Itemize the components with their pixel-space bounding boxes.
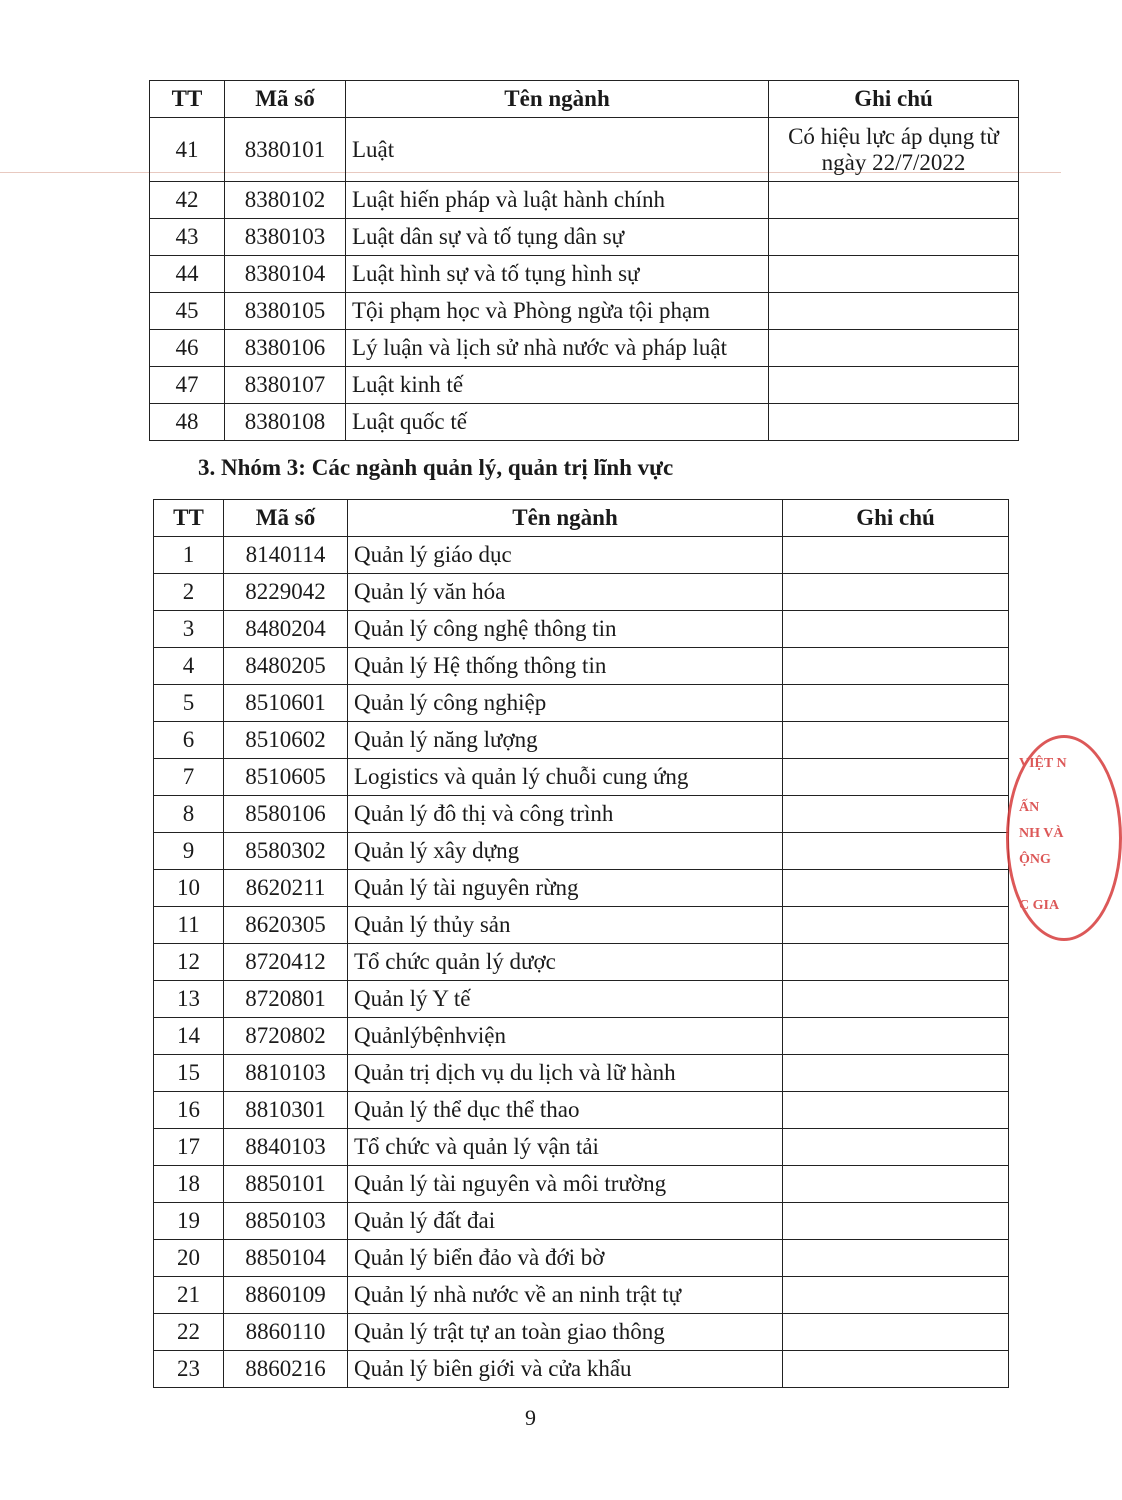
- table-row: [154, 759, 1009, 796]
- row-number: 19: [154, 1203, 224, 1240]
- row-note: [783, 944, 1009, 981]
- table-row: [154, 1203, 1009, 1240]
- row-number: 48: [150, 404, 225, 441]
- row-number: 2: [154, 574, 224, 611]
- row-note: [783, 759, 1009, 796]
- major-code: 8140114: [224, 537, 348, 574]
- row-number: 23: [154, 1351, 224, 1388]
- row-number: 42: [150, 182, 225, 219]
- table-row: [154, 1351, 1009, 1388]
- row-number: 14: [154, 1018, 224, 1055]
- table-row: [154, 685, 1009, 722]
- major-code: 8860110: [224, 1314, 348, 1351]
- table-row: [154, 1166, 1009, 1203]
- row-note: [783, 537, 1009, 574]
- major-code: 8580302: [224, 833, 348, 870]
- major-code: 8620305: [224, 907, 348, 944]
- table-row: [154, 611, 1009, 648]
- major-code: 8810103: [224, 1055, 348, 1092]
- major-name: Quản lý trật tự an toàn giao thông: [348, 1314, 783, 1351]
- row-number: 47: [150, 367, 225, 404]
- major-code: 8510602: [224, 722, 348, 759]
- major-name: Quản lý biên giới và cửa khẩu: [348, 1351, 783, 1388]
- major-name: Luật: [346, 118, 769, 182]
- header-tt: TT: [154, 500, 224, 537]
- row-note: [783, 1277, 1009, 1314]
- row-number: 18: [154, 1166, 224, 1203]
- row-number: 5: [154, 685, 224, 722]
- row-note: Có hiệu lực áp dụng từ ngày 22/7/2022: [769, 118, 1019, 182]
- major-code: 8380106: [225, 330, 346, 367]
- stamp-text: ỘNG: [1019, 852, 1051, 867]
- row-note: [783, 870, 1009, 907]
- table-row: [154, 870, 1009, 907]
- table-row: [154, 981, 1009, 1018]
- row-note: [783, 981, 1009, 1018]
- major-name: Quản lý xây dựng: [348, 833, 783, 870]
- major-name: Quản lý tài nguyên và môi trường: [348, 1166, 783, 1203]
- table-header-row: [154, 500, 1009, 537]
- major-code: 8380103: [225, 219, 346, 256]
- major-name: Luật kinh tế: [346, 367, 769, 404]
- major-name: Tổ chức và quản lý vận tải: [348, 1129, 783, 1166]
- row-number: 22: [154, 1314, 224, 1351]
- row-number: 7: [154, 759, 224, 796]
- table-row: [154, 833, 1009, 870]
- major-code: 8229042: [224, 574, 348, 611]
- official-red-stamp: [1006, 735, 1122, 941]
- row-number: 44: [150, 256, 225, 293]
- major-code: 8720801: [224, 981, 348, 1018]
- header-note: Ghi chú: [769, 81, 1019, 118]
- major-code: 8720412: [224, 944, 348, 981]
- major-name: Tội phạm học và Phòng ngừa tội phạm: [346, 293, 769, 330]
- table-row: [154, 574, 1009, 611]
- row-note: [769, 367, 1019, 404]
- stamp-text: NH VÀ: [1019, 826, 1064, 841]
- major-name: Quản lý năng lượng: [348, 722, 783, 759]
- table-row: [154, 722, 1009, 759]
- row-note: [783, 574, 1009, 611]
- header-name: Tên ngành: [348, 500, 783, 537]
- table-row: [154, 1314, 1009, 1351]
- stamp-text: C GIA: [1019, 898, 1060, 913]
- majors-table-group-3: [153, 499, 1009, 1388]
- row-number: 12: [154, 944, 224, 981]
- row-note: [783, 722, 1009, 759]
- row-note: [783, 1018, 1009, 1055]
- major-name: Quản lý Y tế: [348, 981, 783, 1018]
- row-number: 1: [154, 537, 224, 574]
- major-name: Quản lý thủy sản: [348, 907, 783, 944]
- table-row: [150, 256, 1019, 293]
- major-code: 8720802: [224, 1018, 348, 1055]
- row-number: 3: [154, 611, 224, 648]
- stamp-text: ẤN: [1019, 800, 1040, 815]
- row-number: 11: [154, 907, 224, 944]
- row-note: [769, 219, 1019, 256]
- major-code: 8860216: [224, 1351, 348, 1388]
- table-row: [150, 182, 1019, 219]
- major-code: 8860109: [224, 1277, 348, 1314]
- major-code: 8380104: [225, 256, 346, 293]
- row-number: 6: [154, 722, 224, 759]
- row-note: [769, 293, 1019, 330]
- table-row: [154, 1018, 1009, 1055]
- major-name: Quản lý nhà nước về an ninh trật tự: [348, 1277, 783, 1314]
- major-name: Luật hình sự và tố tụng hình sự: [346, 256, 769, 293]
- major-name: Quản lý văn hóa: [348, 574, 783, 611]
- table-row: [154, 648, 1009, 685]
- major-code: 8840103: [224, 1129, 348, 1166]
- row-number: 16: [154, 1092, 224, 1129]
- major-code: 8620211: [224, 870, 348, 907]
- major-name: Luật dân sự và tố tụng dân sự: [346, 219, 769, 256]
- major-name: Quản lý đô thị và công trình: [348, 796, 783, 833]
- major-name: Quản lý công nghiệp: [348, 685, 783, 722]
- row-number: 43: [150, 219, 225, 256]
- row-number: 17: [154, 1129, 224, 1166]
- row-number: 41: [150, 118, 225, 182]
- row-number: 9: [154, 833, 224, 870]
- header-name: Tên ngành: [346, 81, 769, 118]
- row-note: [783, 833, 1009, 870]
- row-note: [783, 1055, 1009, 1092]
- row-number: 20: [154, 1240, 224, 1277]
- row-note: [769, 404, 1019, 441]
- table-row: [150, 219, 1019, 256]
- table-row: [154, 1092, 1009, 1129]
- header-code: Mã số: [224, 500, 348, 537]
- row-number: 8: [154, 796, 224, 833]
- stamp-text: VIỆT N: [1019, 756, 1067, 771]
- table-row: [154, 1240, 1009, 1277]
- row-number: 46: [150, 330, 225, 367]
- table-row: [154, 1277, 1009, 1314]
- major-code: 8480204: [224, 611, 348, 648]
- row-note: [783, 1166, 1009, 1203]
- table-row: [154, 907, 1009, 944]
- major-code: 8810301: [224, 1092, 348, 1129]
- header-tt: TT: [150, 81, 225, 118]
- major-name: Quản lý công nghệ thông tin: [348, 611, 783, 648]
- table-row: [154, 944, 1009, 981]
- major-code: 8380108: [225, 404, 346, 441]
- major-code: 8380102: [225, 182, 346, 219]
- table-row: [154, 1129, 1009, 1166]
- table-row: [154, 537, 1009, 574]
- major-name: Lý luận và lịch sử nhà nước và pháp luật: [346, 330, 769, 367]
- major-code: 8380101: [225, 118, 346, 182]
- row-number: 10: [154, 870, 224, 907]
- row-note: [783, 1129, 1009, 1166]
- row-number: 45: [150, 293, 225, 330]
- row-note: [783, 1351, 1009, 1388]
- major-code: 8510605: [224, 759, 348, 796]
- table-row: [154, 1055, 1009, 1092]
- major-name: Quản lý Hệ thống thông tin: [348, 648, 783, 685]
- table-row: [150, 293, 1019, 330]
- section-heading: 3. Nhóm 3: Các ngành quản lý, quản trị lĩnh vực: [198, 455, 674, 480]
- major-code: 8850104: [224, 1240, 348, 1277]
- major-name: Tổ chức quản lý dược: [348, 944, 783, 981]
- major-name: Luật hiến pháp và luật hành chính: [346, 182, 769, 219]
- row-note: [783, 1203, 1009, 1240]
- major-code: 8850101: [224, 1166, 348, 1203]
- table-row: [150, 330, 1019, 367]
- major-code: 8850103: [224, 1203, 348, 1240]
- major-code: 8580106: [224, 796, 348, 833]
- major-code: 8380107: [225, 367, 346, 404]
- major-name: Luật quốc tế: [346, 404, 769, 441]
- major-code: 8510601: [224, 685, 348, 722]
- row-number: 4: [154, 648, 224, 685]
- majors-table-group-2: [149, 80, 1019, 441]
- row-note: [783, 796, 1009, 833]
- page-number: 9: [525, 1405, 536, 1430]
- row-note: [783, 1092, 1009, 1129]
- table-row: [150, 118, 1019, 182]
- major-name: Quản lý giáo dục: [348, 537, 783, 574]
- row-note: [783, 907, 1009, 944]
- major-code: 8380105: [225, 293, 346, 330]
- major-name: Quản lý tài nguyên rừng: [348, 870, 783, 907]
- row-number: 15: [154, 1055, 224, 1092]
- major-name: Quảnlýbệnhviện: [348, 1018, 783, 1055]
- row-note: [769, 330, 1019, 367]
- table-row: [150, 367, 1019, 404]
- table-row: [154, 796, 1009, 833]
- row-number: 21: [154, 1277, 224, 1314]
- table-row: [150, 404, 1019, 441]
- row-note: [769, 182, 1019, 219]
- row-note: [783, 1240, 1009, 1277]
- row-note: [783, 1314, 1009, 1351]
- major-name: Quản lý biển đảo và đới bờ: [348, 1240, 783, 1277]
- major-name: Quản trị dịch vụ du lịch và lữ hành: [348, 1055, 783, 1092]
- major-name: Quản lý đất đai: [348, 1203, 783, 1240]
- header-code: Mã số: [225, 81, 346, 118]
- header-note: Ghi chú: [783, 500, 1009, 537]
- row-note: [783, 685, 1009, 722]
- major-code: 8480205: [224, 648, 348, 685]
- row-note: [769, 256, 1019, 293]
- table-header-row: [150, 81, 1019, 118]
- row-note: [783, 648, 1009, 685]
- major-name: Quản lý thể dục thể thao: [348, 1092, 783, 1129]
- major-name: Logistics và quản lý chuỗi cung ứng: [348, 759, 783, 796]
- row-number: 13: [154, 981, 224, 1018]
- row-note: [783, 611, 1009, 648]
